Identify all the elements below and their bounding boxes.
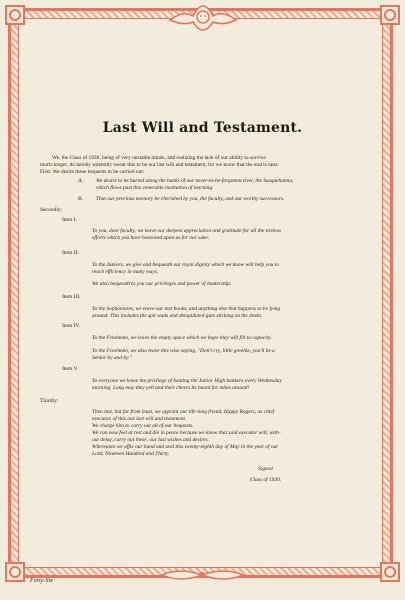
signed-label: Signed [258,466,273,472]
section-label: Thirdly: [40,398,59,404]
corner-ornament-icon [4,4,26,26]
item-label: Item IV. [62,323,81,329]
signature: Class of 1930. [250,477,282,483]
thirdly-text: Then last, but far from least, we appoint our life-long friend, Happy Rogers, as chief [92,409,275,415]
item-text: To everyone we leave the privilege of beating the Junior High bankers every Wednesday [92,378,282,384]
page-title: Last Will and Testament. [102,120,303,136]
item-text: morning. Long may they yell and their cheers be heard for miles around! [92,385,250,391]
item-text: We also bequeath to you our privileges and power of leadership. [92,281,232,287]
thirdly-text: We can now feel at rest and die in peace because we know that said executor will, with- [92,430,281,436]
item-label: Item II. [62,250,79,256]
thirdly-text: Whereunto we affix our hand and seal this twenty-eighth day of May in the year of our [92,444,279,450]
bequest-text: We desire to be buried along the banks of our never-to-be-forgotten river, the Susquehanna, [96,178,294,184]
intro-line: We, the Class of 1930, being of very unstable minds, and realizing the lack of our ability to survive [52,155,266,161]
thirdly-text: We charge him to carry out all of our bequests. [92,423,194,429]
item-text: To the Freshmen, we also leave this wise saying, "Don't cry, little greenie, you'll be a [92,348,275,354]
item-text: reach efficiency in many ways. [92,269,159,275]
border-inner [18,18,383,568]
bequest-text: That our precious memory be cherished by you, the faculty, and our worthy successors. [96,196,285,202]
item-label: Item I. [62,217,77,223]
item-text: Senior by and by." [92,355,132,361]
corner-ornament-icon [4,561,26,583]
corner-ornament-icon [379,561,401,583]
bequest-letter: B. [78,196,84,202]
item-text: efforts which you have bestowed upon us for our sake. [92,235,210,241]
item-text: To the Sophomores, we leave our text books, and anything else that happens to be lying [92,306,281,312]
item-text: To the Freshmen, we leave the empty space which we hope they will fill to capacity. [92,335,272,341]
thirdly-text: Lord, Nineteen Hundred and Thirty. [92,451,170,457]
thirdly-text: out delay, carry out these, our last wishes and desires. [92,437,209,443]
bottom-ornament-icon [160,566,245,584]
crest-ornament-icon [168,2,238,32]
intro-line: much longer, do hereby solemnly swear this to be our last will and testament, for we know that the end is near. [40,162,279,168]
corner-ornament-icon [379,4,401,26]
section-label: Secondly: [40,207,63,213]
bequest-text: which flows past this venerable institution of learning. [96,185,214,191]
bequest-letter: A. [78,178,84,184]
intro-line: First: We desire these bequests to be carried out: [40,169,145,175]
page-number: Forty-Six [30,578,53,584]
thirdly-text: executor, of this our last will and testament. [92,416,187,422]
item-label: Item V. [62,366,79,372]
item-label: Item III. [62,294,81,300]
item-text: To the Juniors, we give and bequeath our royal dignity which we know will help you to [92,262,279,268]
item-text: around. This includes the spit wads and delapidated gum sticking on the desks. [92,313,263,319]
item-text: To you, dear faculty, we leave our deepest appreciation and gratitude for all the tireless [92,228,281,234]
